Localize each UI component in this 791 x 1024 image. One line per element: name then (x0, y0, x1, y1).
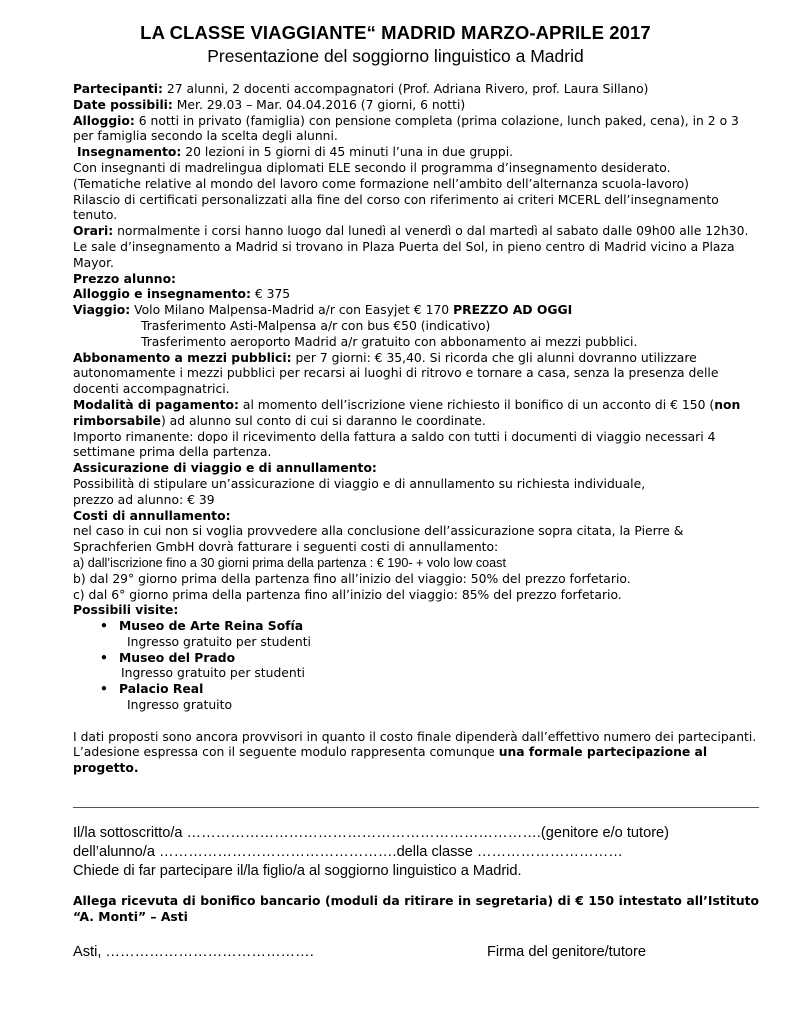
trasferimento-madrid: Trasferimento aeroporto Madrid a/r gratuito con abbonamento ai mezzi pubblici. (141, 334, 638, 349)
signature-label: Firma del genitore/tutore (487, 944, 646, 960)
allega-notice (73, 893, 759, 925)
assicurazione-line-2: prezzo ad alunno: € 39 (73, 492, 215, 507)
alloggio-insegnamento-label: Alloggio e insegnamento: (73, 287, 251, 302)
form-line-sottoscritto[interactable]: Il/la sottoscritto/a ……………………………………………………………….(genitore e/o tutore) (73, 825, 670, 841)
pagamento-text-1: al momento dell’iscrizione viene richiesto il bonifico di un acconto di € 150 ( (238, 397, 715, 412)
viaggio-paragraph (73, 303, 761, 319)
viaggio-text: Volo Milano Malpensa-Madrid a/r con Easyjet € 170 (130, 303, 454, 318)
alloggio-insegnamento-paragraph (73, 287, 761, 303)
insegnamento-label: Insegnamento: (76, 145, 182, 160)
insegnamento-text: 20 lezioni in 5 giorni di 45 minuti l’una in due gruppi. (181, 145, 514, 160)
pagamento-label: Modalità di pagamento: (73, 397, 239, 412)
date-text: Mer. 29.03 – Mar. 04.04.2016 (7 giorni, 6 notti) (172, 97, 466, 112)
program-details (73, 82, 761, 777)
partecipanti-label: Partecipanti: (73, 82, 163, 96)
divider (73, 807, 759, 808)
partecipanti-text: 27 alunni, 2 docenti accompagnatori (Prof. Adriana Rivero, prof. Laura Sillano) (162, 82, 649, 96)
visite-heading: Possibili visite: (73, 603, 179, 618)
orari-paragraph (73, 224, 761, 240)
abbonamento-paragraph (73, 351, 761, 398)
assicurazione-heading: Assicurazione di viaggio e di annullamento: (73, 461, 377, 476)
place-date-field[interactable]: Asti, ……………………………………. (73, 944, 314, 960)
visit-note: Ingresso gratuito per studenti (127, 634, 311, 649)
insegnamento-line-1: Con insegnanti di madrelingua diplomati ELE secondo il programma d’insegnamento desiderato. (73, 160, 671, 175)
costi-item-a: a) dall’iscrizione fino a 30 giorni prima della partenza : € 190- + volo low coast (73, 555, 506, 570)
viaggio-label: Viaggio: (73, 303, 131, 318)
orari-label: Orari: (73, 224, 114, 239)
note-line-2-paragraph (73, 745, 761, 777)
pagamento-paragraph (73, 398, 761, 430)
visite-list (73, 619, 761, 714)
abbonamento-label: Abbonamento a mezzi pubblici: (73, 350, 292, 365)
trasferimento-asti: Trasferimento Asti-Malpensa a/r con bus €50 (indicativo) (141, 318, 491, 333)
list-item: • Museo del Prado (73, 651, 761, 667)
insegnamento-paragraph (73, 145, 761, 161)
note-line-1: I dati proposti sono ancora provvisori in quanto il costo finale dipenderà dall’effettivo numero dei partecipanti. (73, 729, 757, 744)
orari-line-1: Le sale d’insegnamento a Madrid si trovano in Plaza Puerta del Sol, in pieno centro di Madrid vicino a Plaza Mayor. (73, 239, 735, 270)
allega-text: Allega ricevuta di bonifico bancario (moduli da ritirare in segretaria) di € 150 intestato all’Istituto “A. Monti” – Asti (73, 894, 759, 924)
visit-note: Ingresso gratuito per studenti (121, 666, 305, 681)
alloggio-insegnamento-value: € 375 (250, 287, 291, 302)
signup-form (73, 824, 763, 881)
pagamento-bold: non rimborsabile (73, 397, 741, 428)
orari-text: normalmente i corsi hanno luogo dal lunedì al venerdì o dal martedì al sabato dalle 09h00 alle 12h30. (113, 224, 749, 239)
insegnamento-line-2: (Tematiche relative al mondo del lavoro come formazione nell’ambito dell’alternanza scuola-lavoro) (73, 176, 689, 191)
partecipanti-paragraph (73, 82, 761, 98)
note-line-2: L’adesione espressa con il seguente modulo rappresenta comunque (73, 745, 499, 760)
insegnamento-line-3: Rilascio di certificati personalizzati alla fine del corso con riferimento ai criteri MCERL dell’insegnamento tenuto. (73, 192, 719, 223)
costi-item-b: b) dal 29° giorno prima della partenza fino all’inizio del viaggio: 50% del prezzo forfetario. (73, 571, 631, 586)
page-title: LA CLASSE VIAGGIANTE“ MADRID MARZO-APRILE 2017 (140, 22, 651, 43)
abbonamento-text: per 7 giorni: € 35,40. Si ricorda che gli alunni dovranno utilizzare autonomamente i mezzi pubblici per recarsi ai luoghi di ritrovo e tornare a casa, senza la presenza delle docenti accompagnatrici. (73, 350, 719, 397)
importo-rimanente: Importo rimanente: dopo il ricevimento della fattura a saldo con tutti i documenti di viaggio necessari 4 settimane prima della partenza. (73, 429, 716, 460)
prezzo-heading: Prezzo alunno: (73, 271, 176, 286)
date-paragraph (73, 98, 761, 114)
page-subtitle: Presentazione del soggiorno linguistico a Madrid (207, 46, 584, 66)
form-line-alunno[interactable]: dell’alunno/a ………………………………………….della classe ………………………… (73, 844, 623, 860)
list-item: • Museo de Arte Reina Sofía (73, 619, 761, 635)
date-label: Date possibili: (73, 97, 173, 112)
costi-heading: Costi di annullamento: (73, 508, 231, 523)
spacer (73, 714, 761, 730)
viaggio-bold: PREZZO AD OGGI (453, 303, 573, 318)
note-line-2-bold: una formale partecipazione al progetto. (73, 745, 708, 776)
visit-note: Ingresso gratuito (127, 698, 232, 713)
form-line-chiede: Chiede di far partecipare il/la figlio/a al soggiorno linguistico a Madrid. (73, 863, 522, 879)
alloggio-text: 6 notti in privato (famiglia) con pensione completa (prima colazione, lunch paked, cena), in 2 o 3 per famiglia secondo la scelta degli alunni. (73, 113, 739, 144)
costi-item-c: c) dal 6° giorno prima della partenza fino all’inizio del viaggio: 85% del prezzo forfetario. (73, 587, 622, 602)
pagamento-text-2: ) ad alunno sul conto di cui si daranno le coordinate. (160, 413, 486, 428)
alloggio-label: Alloggio: (73, 113, 135, 128)
alloggio-paragraph (73, 114, 761, 146)
costi-line-1: nel caso in cui non si voglia provvedere alla conclusione dell’assicurazione sopra citata, la Pierre & Sprachferien GmbH dovrà fatturare i seguenti costi di annullamento: (73, 524, 684, 555)
list-item: • Palacio Real (73, 682, 761, 698)
assicurazione-line-1: Possibilità di stipulare un’assicurazione di viaggio e di annullamento su richiesta individuale, (73, 476, 646, 491)
